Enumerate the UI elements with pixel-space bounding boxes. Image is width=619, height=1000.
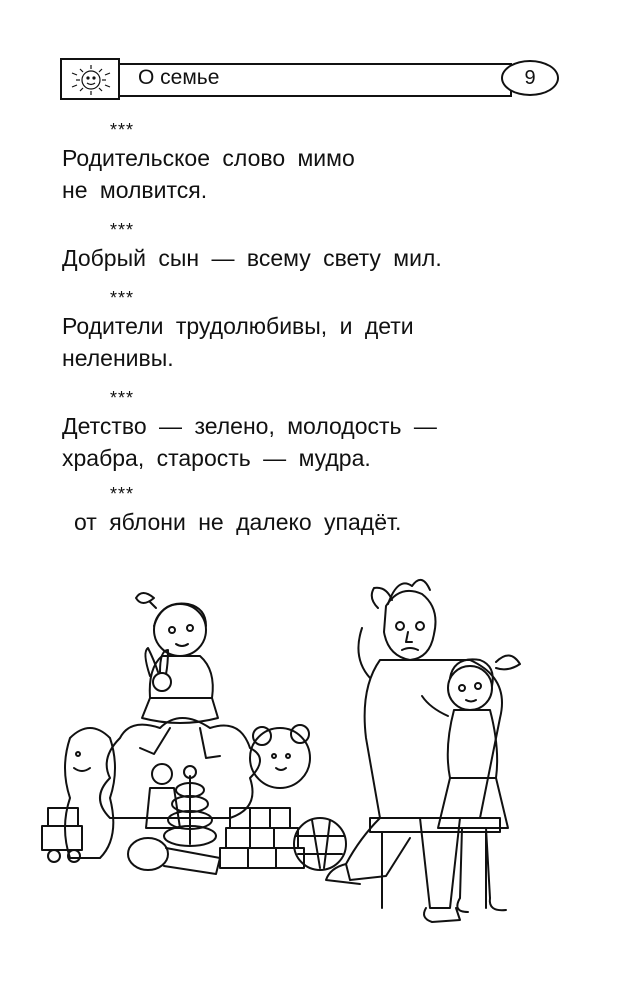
proverb	[62, 286, 414, 374]
proverb-line: Родительское слово мимо	[62, 145, 355, 171]
proverb-line: Добрый сын — всему свету мил.	[62, 245, 442, 271]
proverb-marker: ***	[110, 120, 135, 140]
page-number: 9	[501, 60, 559, 96]
proverb	[62, 482, 401, 538]
proverb-line: от яблони не далеко упадёт.	[74, 509, 402, 535]
proverb-line: неленивы.	[62, 345, 174, 371]
family-illustration	[30, 568, 590, 968]
family-line-drawing-icon	[30, 568, 590, 968]
header-logo	[60, 58, 120, 100]
proverb	[62, 118, 355, 206]
proverb	[62, 218, 442, 274]
proverb-marker: ***	[110, 220, 135, 240]
proverb-marker: ***	[110, 288, 135, 308]
proverb-marker: ***	[110, 388, 135, 408]
page-header	[60, 58, 560, 100]
header-frame	[60, 63, 512, 97]
sun-face-icon	[68, 63, 114, 97]
section-title: О семье	[138, 66, 220, 89]
proverb-marker: ***	[110, 484, 135, 504]
proverb-line: храбра, старость — мудра.	[62, 445, 371, 471]
proverb-line: не молвится.	[62, 177, 208, 203]
proverb	[62, 386, 437, 474]
proverb-line: Детство — зелено, молодость —	[62, 413, 437, 439]
proverb-line: Родители трудолюбивы, и дети	[62, 313, 414, 339]
